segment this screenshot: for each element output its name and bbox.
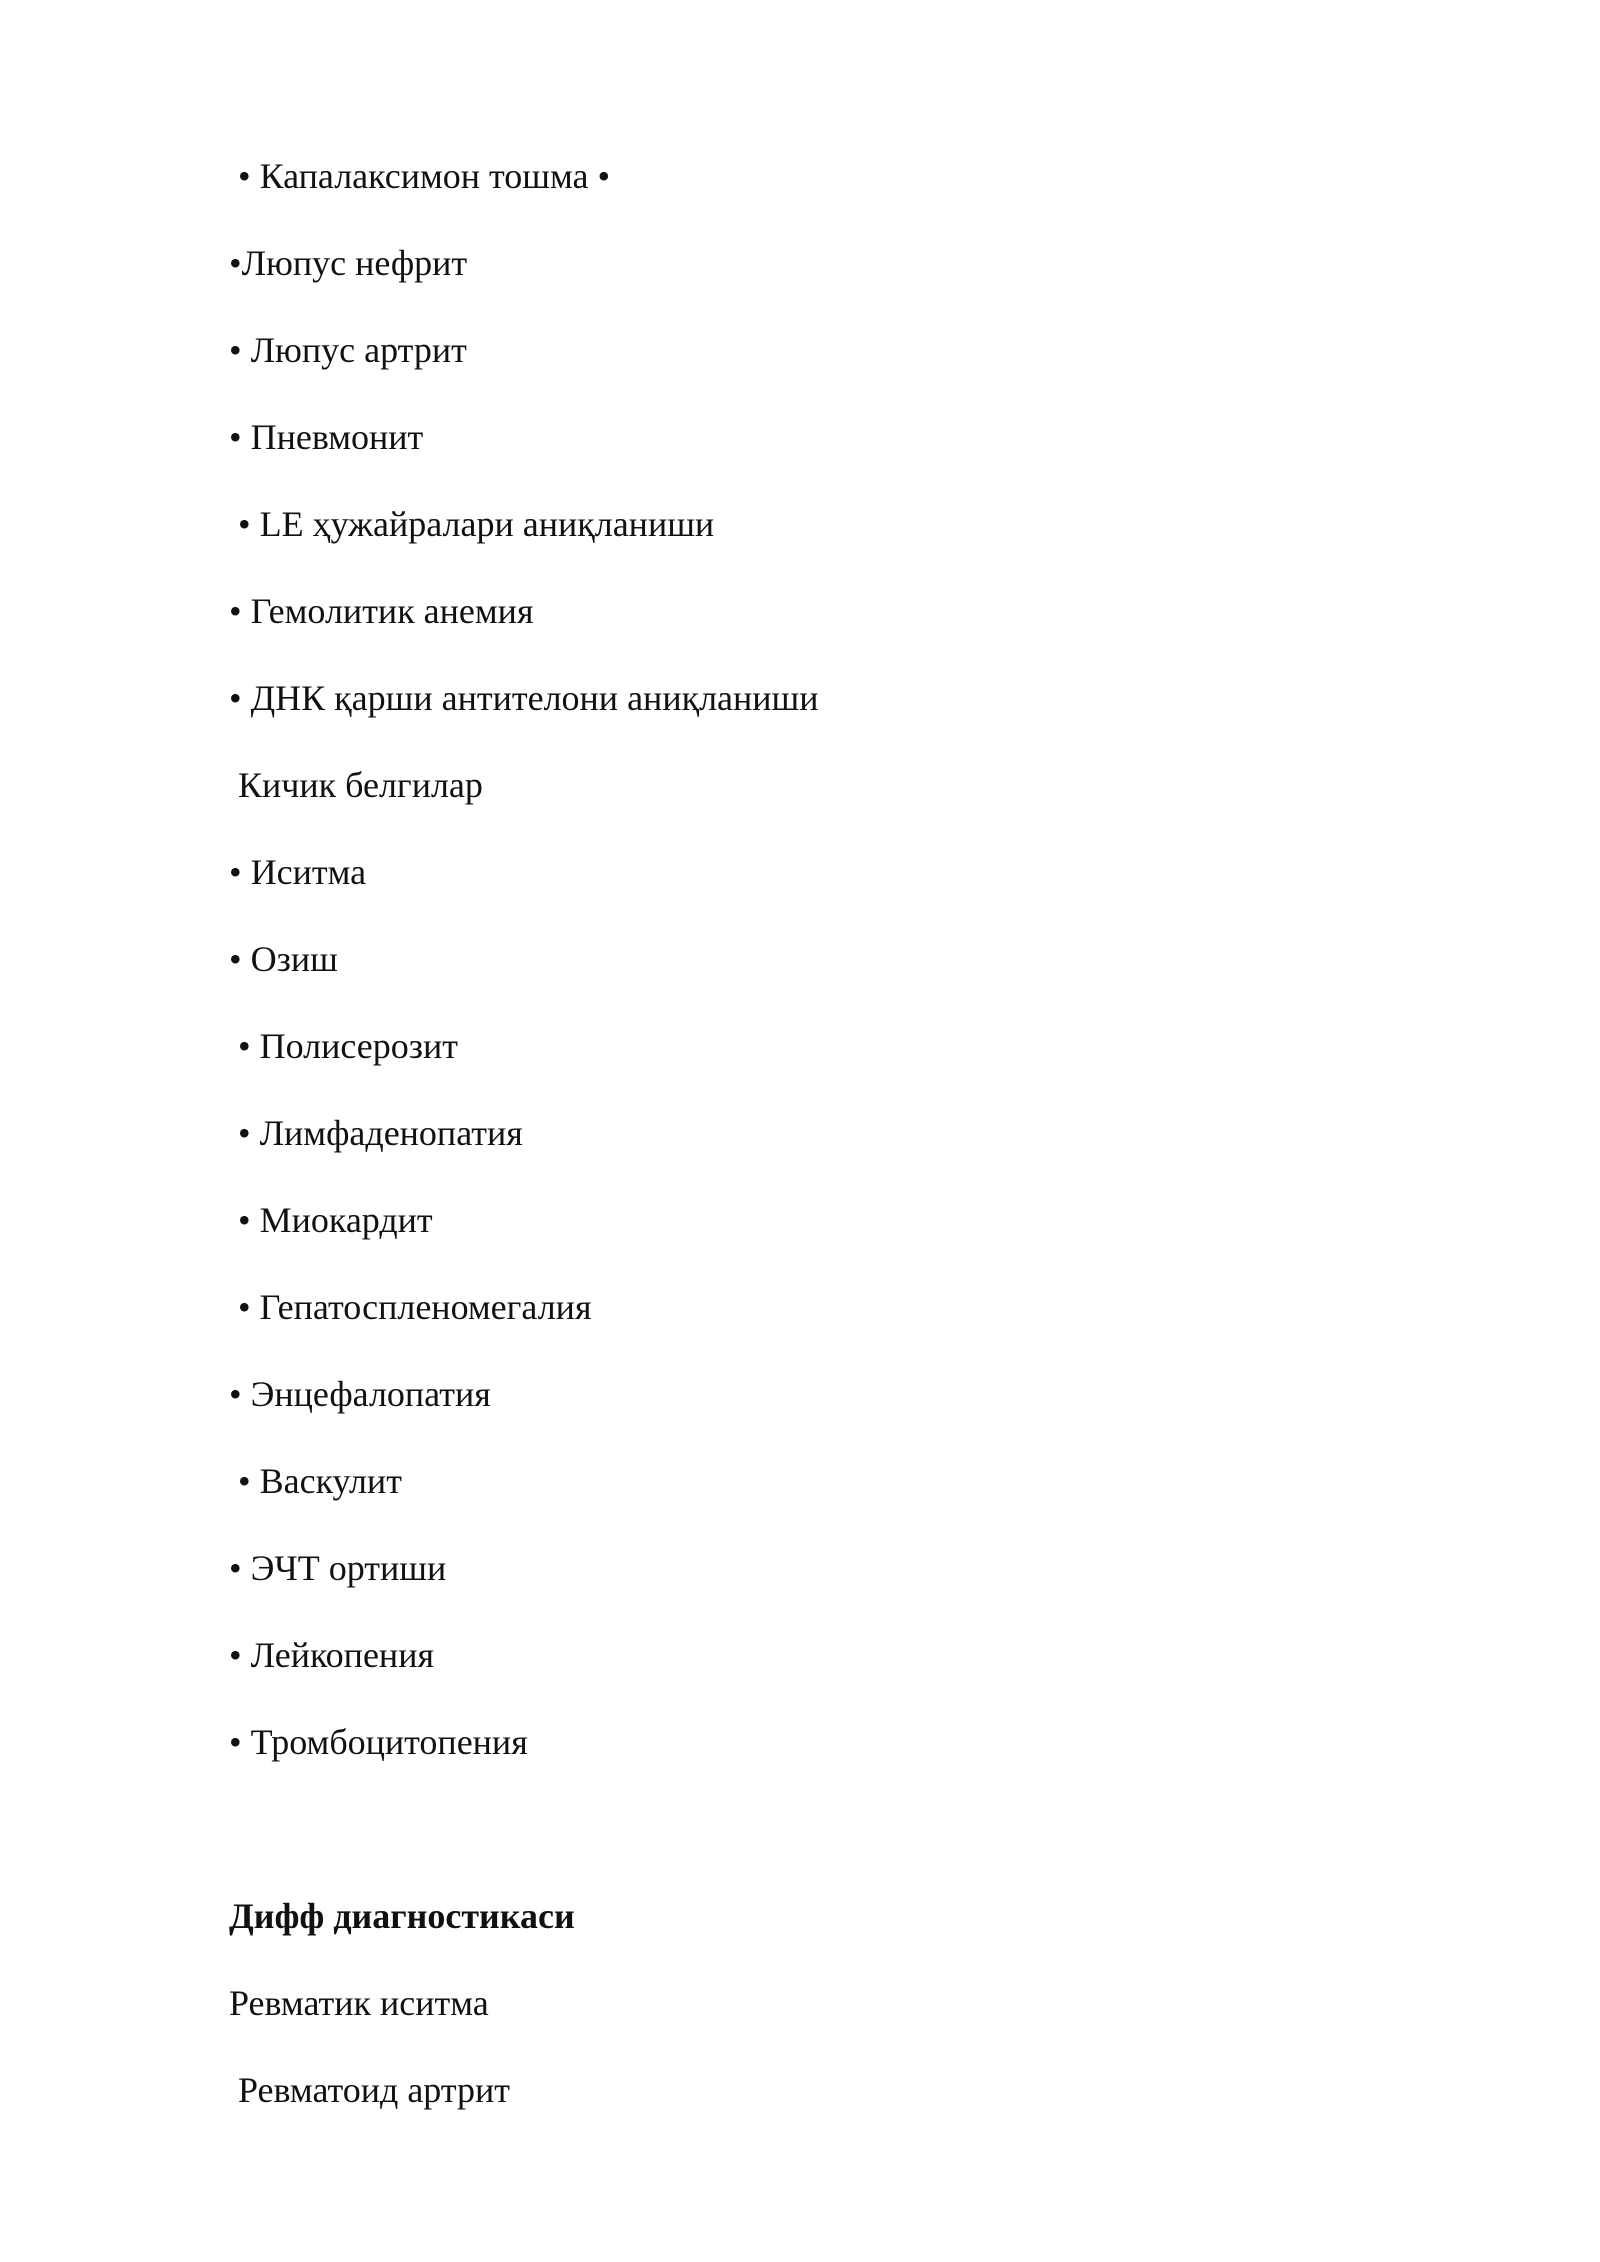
list-item-vasculitis: • Васкулит (229, 1461, 402, 1501)
list-item-polyserositis: • Полисерозит (229, 1026, 458, 1066)
list-item-myocarditis: • Миокардит (229, 1200, 433, 1240)
list-item-thrombocytopenia: • Тромбоцитопения (229, 1722, 528, 1762)
list-item-encephalopathy: • Энцефалопатия (229, 1374, 491, 1414)
diff-item-rheumatoid-arthritis: Ревматоид артрит (229, 2070, 511, 2110)
list-item-leukopenia: • Лейкопения (229, 1635, 435, 1675)
list-item-butterfly-rash: • Капалаксимон тошма • (229, 156, 611, 196)
list-item-pneumonitis: • Пневмонит (229, 417, 424, 457)
list-item-hepatosplenomegaly: • Гепатоспленомегалия (229, 1287, 592, 1327)
list-item-hemolytic-anemia: • Гемолитик анемия (229, 591, 534, 631)
list-item-lupus-nephritis: •Люпус нефрит (229, 243, 468, 283)
list-item-anti-dna-antibodies: • ДНК қарши антителони аниқланиши (229, 678, 819, 718)
list-item-lymphadenopathy: • Лимфаденопатия (229, 1113, 523, 1153)
diff-item-rheumatic-fever: Ревматик иситма (229, 1983, 489, 2023)
list-item-esr-increase: • ЭЧТ ортиши (229, 1548, 447, 1588)
list-item-weight-loss: • Озиш (229, 939, 338, 979)
minor-signs-heading: Кичик белгилар (229, 765, 483, 805)
list-item-lupus-arthritis: • Люпус артрит (229, 330, 467, 370)
list-item-fever: • Иситма (229, 852, 367, 892)
list-item-le-cells: • LE ҳужайралари аниқланиши (229, 504, 715, 544)
diff-diagnosis-heading: Дифф диагностикаси (229, 1896, 575, 1936)
